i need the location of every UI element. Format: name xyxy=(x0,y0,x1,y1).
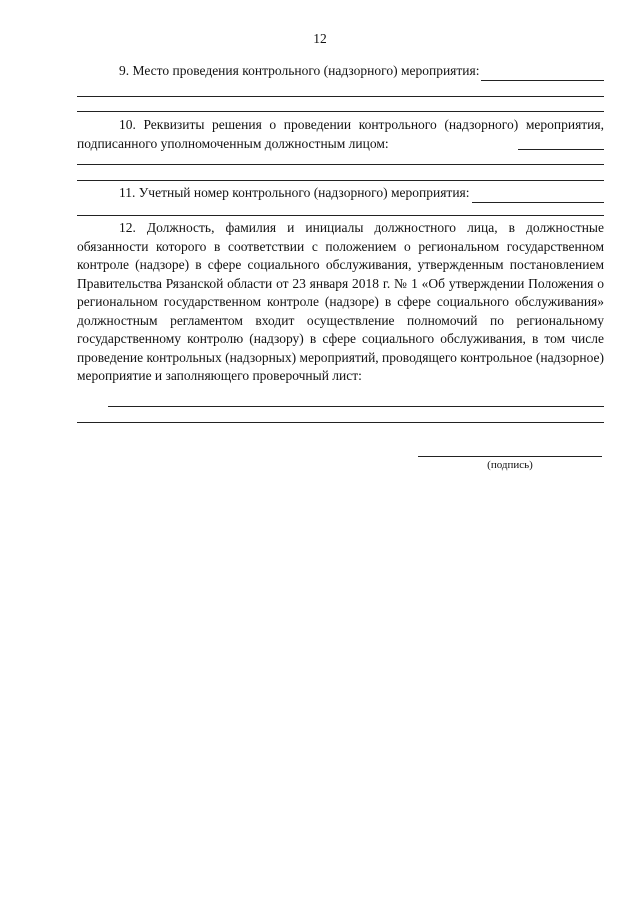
item-12-blank-line xyxy=(77,422,604,423)
item-11-text: 11. Учетный номер контрольного (надзорного) мероприятия: xyxy=(119,185,470,200)
item-11-fill-line xyxy=(472,189,604,203)
item-12 xyxy=(77,219,604,386)
separator-line xyxy=(77,111,604,112)
item-11-blank-line xyxy=(77,215,604,216)
separator-line xyxy=(77,180,604,181)
signature-caption: (подпись) xyxy=(487,459,533,471)
item-10-fill-line xyxy=(518,149,604,150)
item-9-blank-line xyxy=(77,96,604,97)
item-10-blank-line xyxy=(77,164,604,165)
item-10-text: 10. Реквизиты решения о проведении контрольного (надзорного) мероприятия, подписанного уполномоченным должностным лицом: xyxy=(77,117,604,151)
item-11 xyxy=(77,184,604,203)
item-9-text: 9. Место проведения контрольного (надзорного) мероприятия: xyxy=(119,63,480,78)
item-12-fill-line xyxy=(108,406,604,407)
item-9-fill-line xyxy=(481,67,604,81)
page-number: 12 xyxy=(313,31,327,46)
item-9 xyxy=(77,62,604,81)
signature-line xyxy=(418,456,602,457)
item-10 xyxy=(77,116,604,153)
item-12-text: 12. Должность, фамилия и инициалы должностного лица, в должностные обязанности которого в соответствии с положением о региональном государственном контроле (надзоре) в сфере социального обслуживания, утвержденным постановлением Правительства Рязанской области от 23 января 2018 г. № 1 «Об утверждении Положения о региональном государственном контроле (надзоре) в сфере социального обслуживания» должностным регламентом входит осуществление полномочий по региональному государственному контролю (надзору) в сфере социального обслуживания, в том числе проведение контрольных (надзорных) мероприятий, проводящего контрольное (надзорное) мероприятие и заполняющего проверочный лист: xyxy=(77,220,604,383)
